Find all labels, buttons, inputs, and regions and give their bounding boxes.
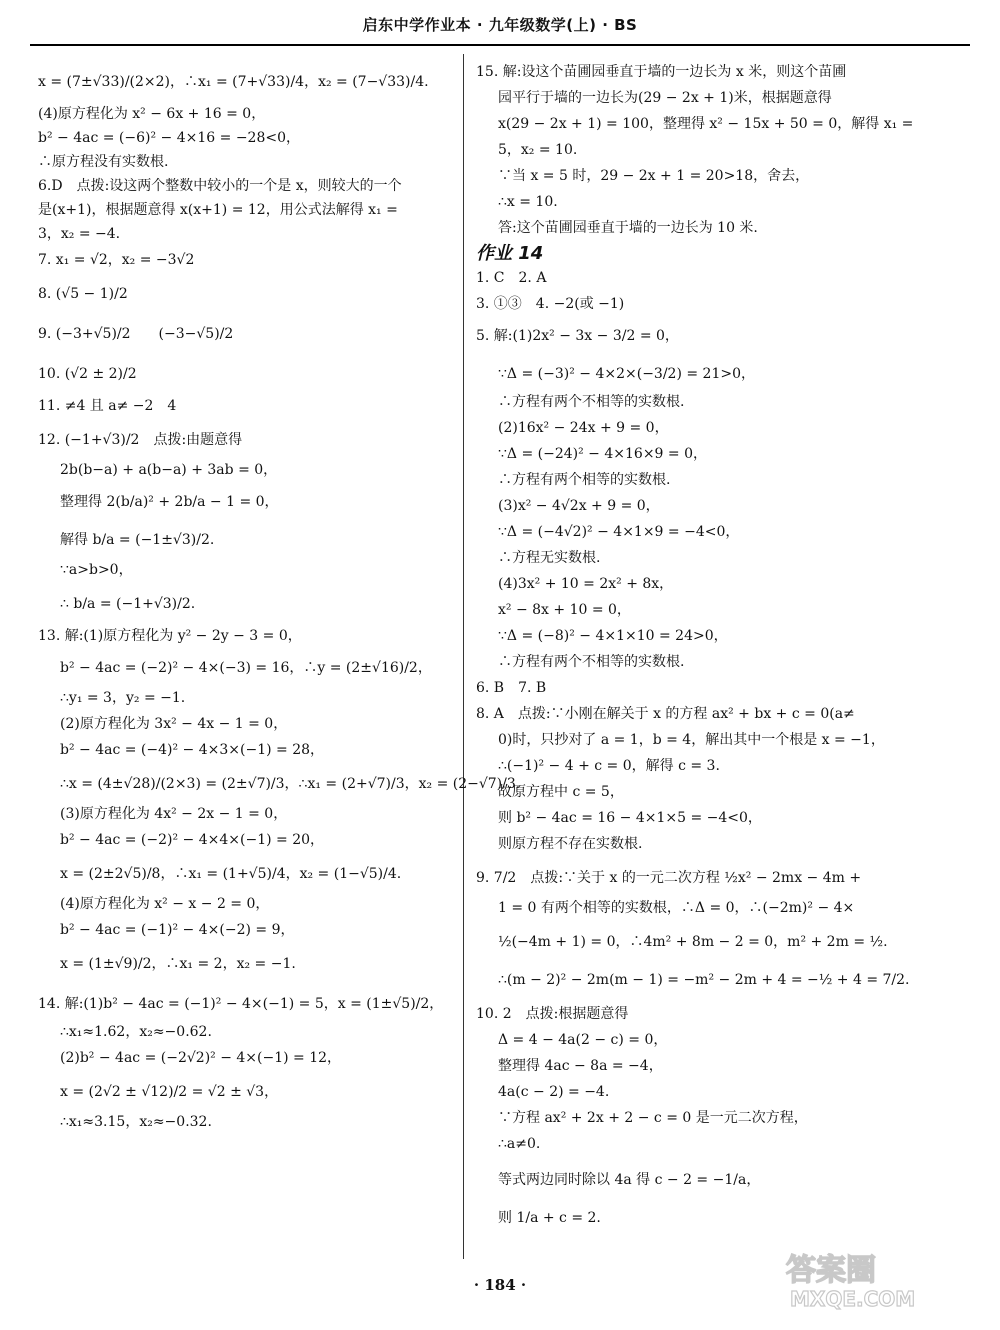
answer-line: x = (2±2√5)/8，∴x₁ = (1+√5)/4，x₂ = (1−√5)/4. (60, 866, 402, 882)
answer-line: ∴x = 10. (498, 194, 558, 210)
answer-line: 2b(b−a) + a(b−a) + 3ab = 0， (60, 462, 278, 478)
answer-line: 是(x+1)，根据题意得 x(x+1) = 12，用公式法解得 x₁ = (38, 202, 398, 218)
answer-line: 5，x₂ = 10. (498, 142, 578, 158)
answer-line: ∵Δ = (−8)² − 4×1×10 = 24>0， (498, 628, 728, 644)
answer-line: 0)时，只抄对了 a = 1，b = 4，解出其中一个根是 x = −1， (498, 732, 885, 748)
answer-line: 12. (−1+√3)/2 点拨:由题意得 (38, 432, 243, 448)
answer-line: ∵Δ = (−4√2)² − 4×1×9 = −4<0， (498, 524, 740, 540)
answer-line: x = (1±√9)/2，∴x₁ = 2，x₂ = −1. (60, 956, 296, 972)
answer-line: Δ = 4 − 4a(2 − c) = 0， (498, 1032, 668, 1048)
answer-line: ∵当 x = 5 时，29 − 2x + 1 = 20>18，舍去， (498, 168, 810, 184)
answer-line: 8. A 点拨:∵小刚在解关于 x 的方程 ax² + bx + c = 0(a≠ (476, 706, 855, 722)
answer-line: 10. 2 点拨:根据题意得 (476, 1006, 629, 1022)
answer-line: ∴方程有两个相等的实数根. (498, 472, 671, 488)
answer-line: b² − 4ac = (−2)² − 4×4×(−1) = 20， (60, 832, 325, 848)
answer-line: ∵Δ = (−3)² − 4×2×(−3/2) = 21>0， (498, 366, 755, 382)
answer-line: x = (7±√33)/(2×2)，∴x₁ = (7+√33)/4，x₂ = (7−√33)/4. (38, 74, 429, 90)
answer-line: 6. B 7. B (476, 680, 547, 696)
header-rule (30, 44, 970, 46)
answer-line: 则 1/a + c = 2. (498, 1210, 601, 1226)
answer-line: ∵a>b>0， (60, 562, 133, 578)
answer-line: 3，x₂ = −4. (38, 226, 121, 242)
answer-line: 11. ≠4 且 a≠ −2 4 (38, 398, 177, 414)
answer-line: 故原方程中 c = 5， (498, 784, 624, 800)
answer-line: ∴ b/a = (−1+√3)/2. (60, 596, 196, 612)
answer-line: 1. C 2. A (476, 270, 547, 286)
answer-line: b² − 4ac = (−1)² − 4×(−2) = 9， (60, 922, 295, 938)
watermark-icon (776, 1246, 966, 1312)
page-header: 启东中学作业本 · 九年级数学(上) · BS (362, 16, 638, 34)
answer-line: b² − 4ac = (−6)² − 4×16 = −28<0， (38, 130, 301, 146)
answer-line: 10. (√2 ± 2)/2 (38, 366, 137, 382)
answer-line: ∵方程 ax² + 2x + 2 − c = 0 是一元二次方程， (498, 1110, 808, 1126)
answer-line: 等式两边同时除以 4a 得 c − 2 = −1/a， (498, 1172, 761, 1188)
answer-line: (4)原方程化为 x² − x − 2 = 0， (60, 896, 270, 912)
answer-line: ∴方程无实数根. (498, 550, 601, 566)
answer-line: 13. 解:(1)原方程化为 y² − 2y − 3 = 0， (38, 628, 302, 644)
answer-line: 整理得 2(b/a)² + 2b/a − 1 = 0， (60, 494, 279, 510)
answer-line: 解得 b/a = (−1±√3)/2. (60, 532, 215, 548)
answer-line: 15. 解:设这个苗圃园垂直于墙的一边长为 x 米，则这个苗圃 (476, 64, 847, 80)
answer-line: b² − 4ac = (−2)² − 4×(−3) = 16，∴y = (2±√16)/2， (60, 660, 432, 676)
answer-line: (2)原方程化为 3x² − 4x − 1 = 0， (60, 716, 288, 732)
section-heading: 作业 14 (476, 243, 544, 264)
answer-line: (2)b² − 4ac = (−2√2)² − 4×(−1) = 12， (60, 1050, 342, 1066)
answer-line: 则 b² − 4ac = 16 − 4×1×5 = −4<0， (498, 810, 762, 826)
answer-line: ∴原方程没有实数根. (38, 154, 169, 170)
answer-line: (4)原方程化为 x² − 6x + 16 = 0， (38, 106, 266, 122)
answer-line: 8. (√5 − 1)/2 (38, 286, 128, 302)
answer-line: 答:这个苗圃园垂直于墙的一边长为 10 米. (498, 220, 758, 236)
watermark-text: 答案圈 (786, 1253, 876, 1288)
answer-line: ∴方程有两个不相等的实数根. (498, 394, 685, 410)
answer-line: (4)3x² + 10 = 2x² + 8x， (498, 576, 674, 592)
column-divider (463, 54, 464, 1259)
answer-line: ∴(m − 2)² − 2m(m − 1) = −m² − 2m + 4 = −½ + 4 = 7/2. (498, 972, 910, 988)
answer-line: 5. 解:(1)2x² − 3x − 3/2 = 0， (476, 328, 679, 344)
page-number: · 184 · (473, 1276, 527, 1294)
answer-line: ∴x₁≈3.15，x₂≈−0.32. (60, 1114, 212, 1130)
answer-line: 7. x₁ = √2，x₂ = −3√2 (38, 252, 195, 268)
answer-line: b² − 4ac = (−4)² − 4×3×(−1) = 28， (60, 742, 325, 758)
answer-line: (2)16x² − 24x + 9 = 0， (498, 420, 669, 436)
answer-line: ∴方程有两个不相等的实数根. (498, 654, 685, 670)
watermark-url: MXQE.COM (790, 1287, 916, 1311)
answer-line: x = (2√2 ± √12)/2 = √2 ± √3， (60, 1084, 279, 1100)
answer-line: 4a(c − 2) = −4. (498, 1084, 610, 1100)
answer-line: 园平行于墙的一边长为(29 − 2x + 1)米，根据题意得 (498, 90, 832, 106)
answer-line: 9. 7/2 点拨:∵关于 x 的一元二次方程 ½x² − 2mx − 4m + (476, 870, 862, 886)
answer-line: (3)x² − 4√2x + 9 = 0， (498, 498, 660, 514)
answer-line: (3)原方程化为 4x² − 2x − 1 = 0， (60, 806, 288, 822)
answer-line: ∴y₁ = 3，y₂ = −1. (60, 690, 186, 706)
answer-line: x(29 − 2x + 1) = 100，整理得 x² − 15x + 50 = 0，解得 x₁ = (498, 116, 914, 132)
answer-line: 3. ①③ 4. −2(或 −1) (476, 296, 625, 312)
answer-line: 6.D 点拨:设这两个整数中较小的一个是 x，则较大的一个 (38, 178, 402, 194)
answer-line: ∴a≠0. (498, 1136, 541, 1152)
answer-line: ∴(−1)² − 4 + c = 0，解得 c = 3. (498, 758, 720, 774)
answer-line: ½(−4m + 1) = 0，∴4m² + 8m − 2 = 0，m² + 2m = ½. (498, 934, 888, 950)
answer-line: ∴x = (4±√28)/(2×3) = (2±√7)/3，∴x₁ = (2+√7)/3，x₂ = (2−√7)/3. (60, 776, 521, 792)
watermark-logo (776, 1246, 966, 1312)
right-column (476, 60, 962, 1234)
answer-line: x² − 8x + 10 = 0， (498, 602, 631, 618)
answer-line: 整理得 4ac − 8a = −4， (498, 1058, 663, 1074)
answer-line: 14. 解:(1)b² − 4ac = (−1)² − 4×(−1) = 5，x = (1±√5)/2， (38, 996, 444, 1012)
answer-line: ∴x₁≈1.62，x₂≈−0.62. (60, 1024, 212, 1040)
answer-line: 1 = 0 有两个相等的实数根，∴Δ = 0，∴(−2m)² − 4× (498, 900, 855, 916)
answer-line: 9. (−3+√5)/2 (−3−√5)/2 (38, 326, 234, 342)
answer-line: 则原方程不存在实数根. (498, 836, 643, 852)
answer-line: ∵Δ = (−24)² − 4×16×9 = 0， (498, 446, 707, 462)
